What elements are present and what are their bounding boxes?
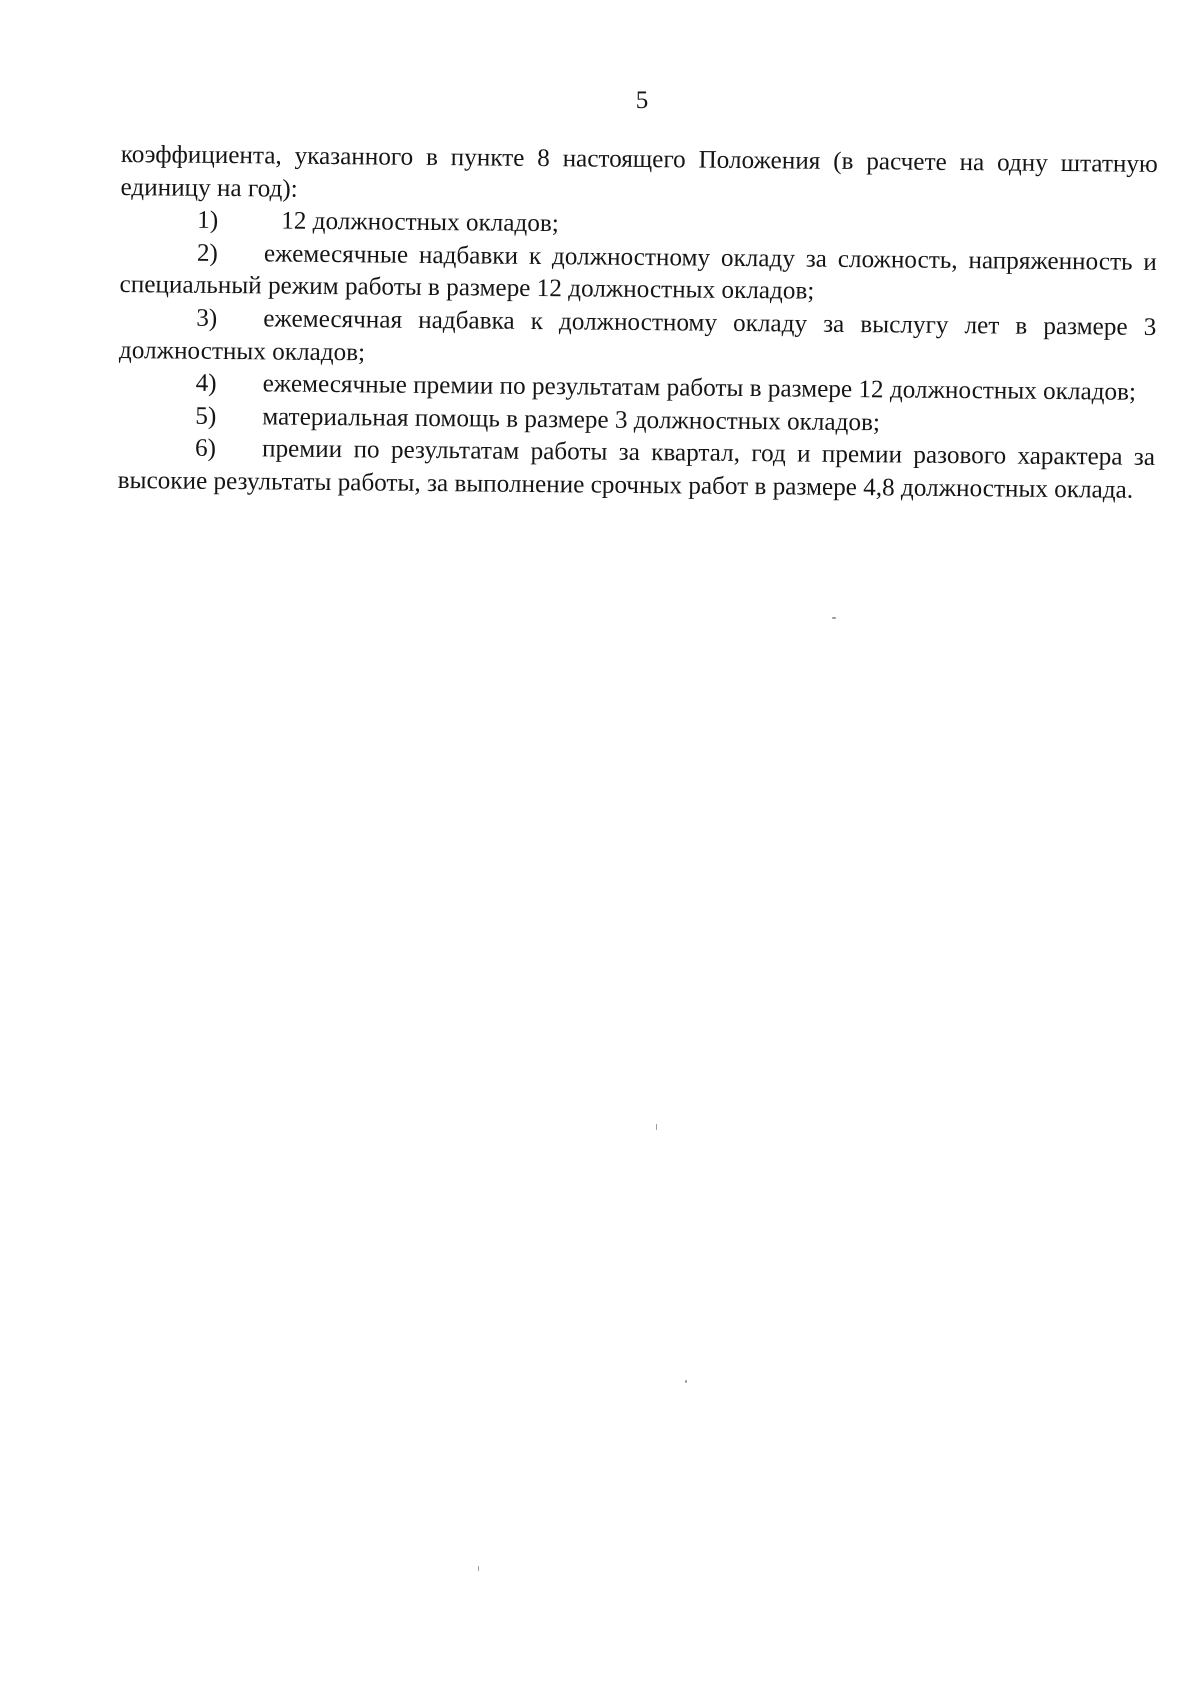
scan-speck bbox=[478, 1566, 479, 1571]
document-body bbox=[118, 139, 1158, 507]
list-item-text: премии по результатам работы за квартал, год и премии разового характера за высокие результаты работы, за выполнение срочных работ в размере 4,8 должностных оклада. bbox=[117, 435, 1156, 504]
list-item-number: 4) bbox=[195, 369, 217, 398]
scan-speck bbox=[656, 1124, 657, 1130]
list-item-number: 1) bbox=[197, 206, 219, 235]
list-item-text: ежемесячные премии по результатам работы в размере 12 должностных окладов; bbox=[262, 370, 1137, 406]
list-item-6 bbox=[118, 432, 1156, 507]
list-item-number: 5) bbox=[195, 402, 217, 430]
scan-speck bbox=[685, 1380, 687, 1383]
list-item-text: ежемесячная надбавка к должностному окладу за выслугу лет в размере 3 должностных окладов; bbox=[118, 305, 1157, 366]
list-item-2 bbox=[119, 237, 1157, 312]
list-item-number: 3) bbox=[196, 304, 218, 332]
list-item-number: 2) bbox=[196, 239, 219, 267]
intro-paragraph: коэффициента, указанного в пункте 8 настоящего Положения (в расчете на одну штатную единицу на год): bbox=[120, 140, 1158, 203]
list-item-text: материальная помощь в размере 3 должностных окладов; bbox=[262, 403, 881, 437]
scan-speck bbox=[832, 617, 836, 619]
list-item-number: 6) bbox=[194, 435, 217, 463]
list-item-text: ежемесячные надбавки к должностному окладу за сложность, напряженность и специальный режим работы в размере 12 должностных окладов; bbox=[119, 240, 1157, 306]
page-number: 5 bbox=[635, 87, 649, 114]
list-item-text: 12 должностных окладов; bbox=[281, 207, 559, 238]
list-item-3 bbox=[119, 302, 1157, 377]
